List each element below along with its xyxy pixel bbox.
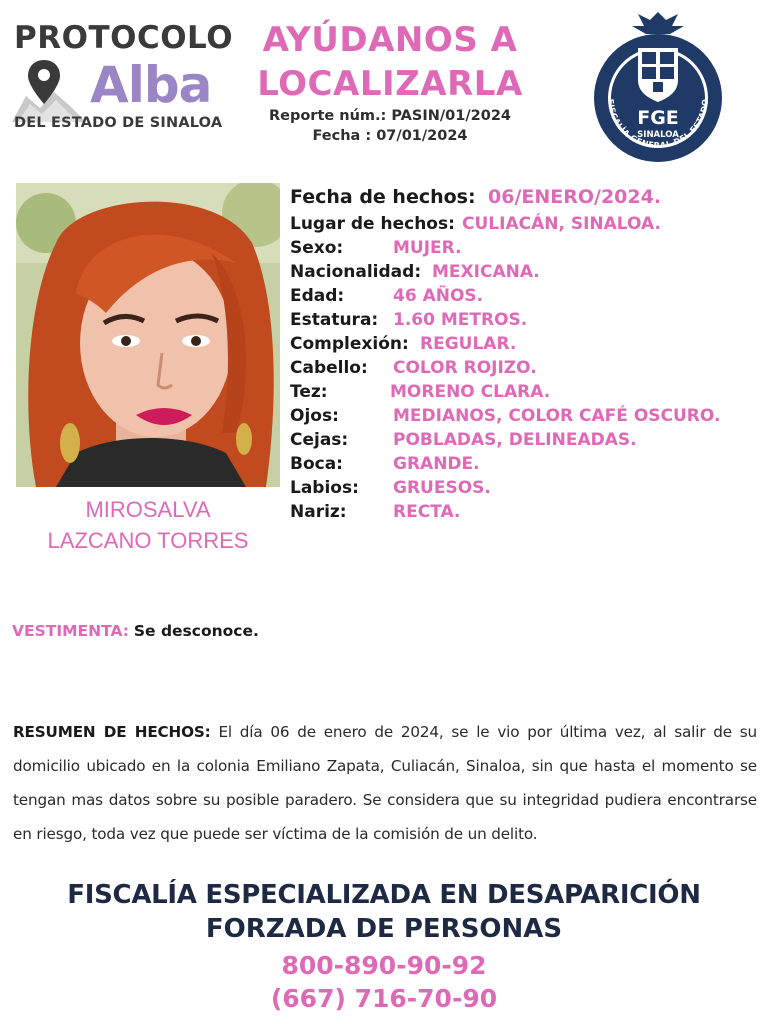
logo-alba-text: Alba [90, 56, 212, 114]
detail-value: CULIACÁN, SINALOA. [462, 214, 661, 234]
fge-sinaloa-seal [588, 6, 728, 166]
detail-value: 06/ENERO/2024. [488, 186, 662, 208]
logo-state-text: DEL ESTADO DE SINALOA [14, 115, 223, 131]
clothing-value: Se desconoce. [133, 622, 259, 640]
missing-person-photo [16, 183, 280, 487]
detail-label: Estatura: [290, 310, 379, 330]
summary-label: RESUMEN DE HECHOS: [13, 723, 211, 741]
detail-boca [290, 454, 760, 478]
detail-value: 46 AÑOS. [393, 286, 484, 306]
detail-cabello [290, 358, 760, 382]
seal-state: SINALOA [637, 130, 679, 140]
detail-sexo [290, 238, 760, 262]
page-title-line-1: AYÚDANOS A [262, 20, 518, 60]
summary-paragraph [13, 715, 757, 851]
person-details [290, 186, 760, 526]
detail-label: Tez: [290, 382, 328, 402]
detail-label: Nacionalidad: [290, 262, 422, 282]
detail-label: Fecha de hechos: [290, 186, 476, 208]
detail-value: RECTA. [393, 502, 461, 522]
detail-value: MEXICANA. [432, 262, 540, 282]
detail-value: POBLADAS, DELINEADAS. [393, 430, 637, 450]
protocolo-alba-logo [10, 18, 245, 138]
person-last-name: LAZCANO TORRES [47, 528, 249, 553]
detail-estatura [290, 310, 760, 334]
detail-label: Boca: [290, 454, 343, 474]
detail-value: MEDIANOS, COLOR CAFÉ OSCURO. [393, 406, 721, 426]
portrait-illustration [16, 183, 280, 487]
detail-edad [290, 286, 760, 310]
report-date: Fecha : 07/01/2024 [312, 128, 468, 144]
detail-label: Sexo: [290, 238, 344, 258]
detail-label: Complexión: [290, 334, 409, 354]
logo-protocolo-text: PROTOCOLO [14, 20, 234, 56]
clothing-label: VESTIMENTA: [12, 622, 129, 640]
detail-value: MORENO CLARA. [390, 382, 551, 402]
detail-fecha-hechos [290, 186, 760, 214]
person-first-name: MIROSALVA [85, 497, 211, 522]
detail-value: GRANDE. [393, 454, 480, 474]
detail-label: Edad: [290, 286, 345, 306]
detail-tez [290, 382, 760, 406]
detail-value: 1.60 METROS. [393, 310, 528, 330]
phone-number-tollfree: 800-890-90-92 [281, 951, 487, 980]
summary-text: El día 06 de enero de 2024, se le vio por última vez, al salir de su domicilio ubicado en la colonia Emiliano Zapata, Culiacán, Sinaloa, sin que hasta el momento se tengan mas datos sobre su posible paradero. Se considera que su integridad pudiera encontrarse en riesgo, toda vez que puede ser víctima de la comisión de un delito. [13, 723, 758, 843]
detail-label: Nariz: [290, 502, 347, 522]
detail-label: Cabello: [290, 358, 368, 378]
person-name [16, 494, 280, 556]
detail-label: Cejas: [290, 430, 349, 450]
clothing-line [12, 622, 259, 640]
phone-number-local: (667) 716-70-90 [270, 984, 498, 1013]
detail-labios [290, 478, 760, 502]
footer-agency-line-2: FORZADA DE PERSONAS [205, 914, 563, 944]
detail-value: GRUESOS. [393, 478, 491, 498]
detail-value: MUJER. [393, 238, 462, 258]
report-number: Reporte núm.: PASIN/01/2024 [268, 108, 512, 124]
detail-label: Labios: [290, 478, 359, 498]
detail-label: Lugar de hechos: [290, 214, 455, 234]
detail-ojos [290, 406, 760, 430]
seal-ring-text: FISCALÍA GENERAL DEL ESTADO [605, 98, 711, 151]
detail-complexion [290, 334, 760, 358]
detail-cejas [290, 430, 760, 454]
detail-value: REGULAR. [420, 334, 517, 354]
detail-nacionalidad [290, 262, 760, 286]
detail-label: Ojos: [290, 406, 339, 426]
detail-lugar-hechos [290, 214, 760, 238]
detail-value: COLOR ROJIZO. [393, 358, 537, 378]
seal-acronym: FGE [637, 107, 679, 129]
detail-nariz [290, 502, 760, 526]
page-title-line-2: LOCALIZARLA [257, 64, 523, 104]
footer-agency-line-1: FISCALÍA ESPECIALIZADA EN DESAPARICIÓN [67, 880, 701, 910]
